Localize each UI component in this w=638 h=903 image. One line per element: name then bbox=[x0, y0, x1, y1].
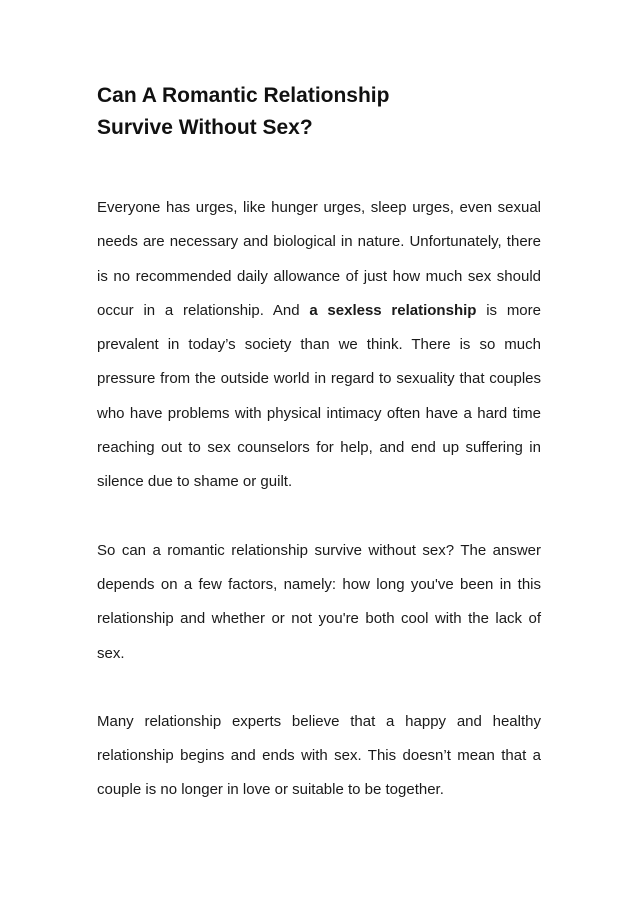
paragraph-1-text-after: is more prevalent in today’s society than we think. There is so much pressure from the outside world in regard to sexuality that couples who have problems with physical intimacy often have a hard time reaching out to sex counselors for help, and end up suffering in silence due to shame or guilt. bbox=[97, 301, 541, 491]
paragraph-1-text-before: Everyone has urges, like hunger urges, sleep urges, even sexual needs are necessary and biological in nature. Unfortunately, there is no recommended daily allowance of just how much sex should occur in a relationship. And bbox=[97, 199, 541, 319]
document-page bbox=[97, 80, 541, 808]
document-title bbox=[97, 80, 541, 144]
paragraph-1 bbox=[97, 191, 541, 500]
paragraph-3: Many relationship experts believe that a happy and healthy relationship begins and ends with sex. This doesn’t mean that a couple is no longer in love or suitable to be together. bbox=[97, 712, 541, 799]
title-line-1: Can A Romantic Relationship bbox=[97, 84, 390, 107]
paragraph-2: So can a romantic relationship survive without sex? The answer depends on a few factors, namely: how long you've been in this relationship and whether or not you're both cool with the lack of sex. bbox=[97, 541, 541, 662]
title-line-2: Survive Without Sex? bbox=[97, 116, 313, 139]
paragraph-1-bold-phrase: a sexless relationship bbox=[309, 301, 477, 319]
